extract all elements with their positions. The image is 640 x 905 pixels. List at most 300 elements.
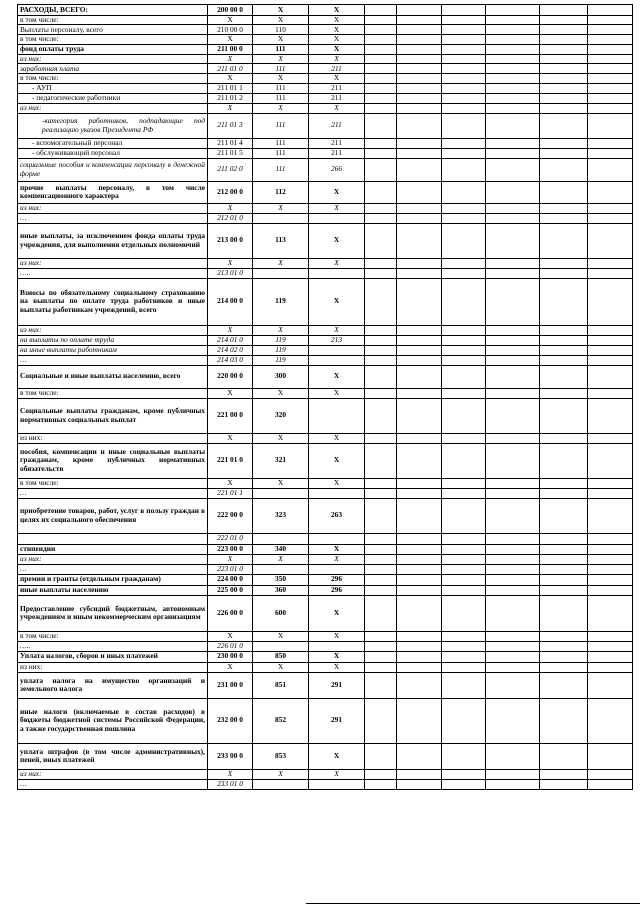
amount-cell [365,268,397,278]
row-name-cell: иные выплаты, за исключением фонда оплаты труда учреждения, для выполнения отдельных полномочий [18,223,208,258]
line-code-cell: X [208,388,253,398]
table-row [18,83,633,93]
amount-cell [365,103,397,113]
amount-cell [397,54,442,63]
amount-cell [365,574,397,585]
expense-code-cell: X [253,554,309,564]
amount-cell [365,443,397,478]
amount-cell [397,35,442,44]
amount-cell [588,64,633,74]
line-code-cell: 230 00 0 [208,651,253,662]
table-row [18,433,633,443]
amount-cell [365,769,397,779]
amount-cell [442,74,486,83]
amount-cell [486,488,540,498]
amount-cell [540,779,588,789]
amount-cell [540,5,588,16]
amount-cell [397,83,442,93]
amount-cell [540,335,588,345]
amount-cell [442,325,486,335]
row-name-cell: из них: [18,203,208,213]
amount-cell [540,443,588,478]
amount-cell [442,93,486,103]
amount-cell [540,278,588,325]
row-name-cell: на выплаты по оплате труда [18,335,208,345]
amount-cell [442,779,486,789]
amount-cell [588,355,633,365]
amount-cell [397,388,442,398]
amount-cell [588,498,633,533]
amount-cell [588,533,633,544]
amount-cell [540,498,588,533]
amount-cell [540,554,588,564]
amount-cell [540,54,588,63]
row-name-cell: ….. [18,641,208,651]
table-row [18,181,633,203]
amount-cell [540,388,588,398]
amount-cell [397,355,442,365]
amount-cell [397,631,442,641]
amount-cell [486,93,540,103]
amount-cell [588,443,633,478]
amount-cell [442,203,486,213]
amount-cell [540,113,588,138]
row-name-cell: пособия, компенсации и иные социальные выплаты гражданам, кроме публичных нормативных обязательств [18,443,208,478]
row-name-cell: из них: [18,258,208,268]
amount-cell [397,278,442,325]
table-row [18,138,633,148]
amount-cell [442,148,486,158]
amount-cell [442,365,486,388]
amount-cell [442,54,486,63]
kosgu-code-cell: X [309,25,365,35]
amount-cell [540,25,588,35]
kosgu-code-cell: 291 [309,672,365,698]
line-code-cell: 231 00 0 [208,672,253,698]
amount-cell [486,554,540,564]
amount-cell [397,433,442,443]
amount-cell [588,325,633,335]
row-name-cell: … [18,213,208,223]
amount-cell [486,698,540,743]
expense-code-cell: X [253,433,309,443]
kosgu-code-cell: 211 [309,93,365,103]
kosgu-code-cell: 296 [309,585,365,595]
amount-cell [588,651,633,662]
table-row [18,268,633,278]
amount-cell [365,181,397,203]
expense-code-cell: 111 [253,158,309,181]
amount-cell [486,335,540,345]
expense-code-cell: 360 [253,585,309,595]
amount-cell [397,181,442,203]
amount-cell [397,554,442,564]
amount-cell [540,641,588,651]
row-name-cell: на иные выплаты работникам [18,345,208,355]
row-name-cell: Уплата налогов, сборов и иных платежей [18,651,208,662]
table-row [18,25,633,35]
amount-cell [365,595,397,631]
amount-cell [540,398,588,433]
amount-cell [397,258,442,268]
amount-cell [486,278,540,325]
amount-cell [397,113,442,138]
amount-cell [588,769,633,779]
line-code-cell: 211 01 4 [208,138,253,148]
footer-rule [306,903,640,904]
kosgu-code-cell: 211 [309,138,365,148]
table-row [18,54,633,63]
amount-cell [486,779,540,789]
kosgu-code-cell: X [309,554,365,564]
line-code-cell: 221 01 0 [208,443,253,478]
amount-cell [588,103,633,113]
expense-code-cell: 111 [253,83,309,93]
table-row [18,64,633,74]
table-row [18,672,633,698]
amount-cell [588,213,633,223]
amount-cell [540,478,588,488]
amount-cell [365,93,397,103]
amount-cell [540,83,588,93]
expense-code-cell: 851 [253,672,309,698]
amount-cell [397,672,442,698]
row-name-cell: … [18,779,208,789]
line-code-cell: 214 01 0 [208,335,253,345]
row-name-cell: - обслуживающий персонал [18,148,208,158]
line-code-cell: 222 01 0 [208,533,253,544]
amount-cell [588,35,633,44]
expense-code-cell: 323 [253,498,309,533]
amount-cell [397,662,442,672]
line-code-cell: X [208,631,253,641]
line-code-cell: 233 01 0 [208,779,253,789]
kosgu-code-cell: 211 [309,83,365,93]
row-name-cell: в том числе: [18,74,208,83]
amount-cell [365,345,397,355]
kosgu-code-cell: X [309,743,365,769]
amount-cell [540,64,588,74]
line-code-cell: X [208,325,253,335]
row-name-cell: - педагогические работники [18,93,208,103]
amount-cell [486,16,540,25]
line-code-cell: 211 01 2 [208,93,253,103]
amount-cell [397,488,442,498]
amount-cell [442,769,486,779]
line-code-cell: X [208,16,253,25]
amount-cell [365,5,397,16]
amount-cell [442,433,486,443]
amount-cell [442,554,486,564]
row-name-cell: Предоставление субсидий бюджетным, автономным учреждениям и иным некоммерческим организациям [18,595,208,631]
line-code-cell: X [208,662,253,672]
row-name-cell: в том числе: [18,478,208,488]
kosgu-code-cell: X [309,278,365,325]
expense-code-cell: 119 [253,355,309,365]
amount-cell [540,148,588,158]
amount-cell [442,488,486,498]
expense-code-cell: X [253,769,309,779]
amount-cell [365,113,397,138]
amount-cell [365,488,397,498]
table-row [18,388,633,398]
amount-cell [588,662,633,672]
line-code-cell: 211 01 1 [208,83,253,93]
table-row [18,158,633,181]
line-code-cell: 214 02 0 [208,345,253,355]
line-code-cell: 221 00 0 [208,398,253,433]
amount-cell [486,574,540,585]
row-name-cell: из них: [18,103,208,113]
amount-cell [588,138,633,148]
kosgu-code-cell [309,779,365,789]
amount-cell [397,585,442,595]
amount-cell [365,478,397,488]
table-row [18,743,633,769]
amount-cell [540,585,588,595]
amount-cell [486,345,540,355]
kosgu-code-cell: X [309,544,365,554]
amount-cell [486,148,540,158]
amount-cell [486,595,540,631]
amount-cell [486,672,540,698]
expense-code-cell: 110 [253,25,309,35]
kosgu-code-cell [309,213,365,223]
line-code-cell: X [208,35,253,44]
kosgu-code-cell: 263 [309,498,365,533]
amount-cell [486,44,540,54]
amount-cell [365,651,397,662]
line-code-cell: X [208,203,253,213]
table-row [18,651,633,662]
line-code-cell: 224 00 0 [208,574,253,585]
amount-cell [588,16,633,25]
row-name-cell: приобретение товаров, работ, услуг в пользу граждан в целях их социального обеспечения [18,498,208,533]
amount-cell [486,223,540,258]
amount-cell [540,16,588,25]
amount-cell [397,478,442,488]
table-row [18,5,633,16]
amount-cell [397,345,442,355]
amount-cell [397,335,442,345]
table-row [18,203,633,213]
amount-cell [540,574,588,585]
amount-cell [397,743,442,769]
kosgu-code-cell: X [309,103,365,113]
amount-cell [540,672,588,698]
amount-cell [397,74,442,83]
amount-cell [442,641,486,651]
row-name-cell: … [18,355,208,365]
expense-code-cell: 300 [253,365,309,388]
amount-cell [397,44,442,54]
line-code-cell: 222 00 0 [208,498,253,533]
amount-cell [442,223,486,258]
amount-cell [486,35,540,44]
expense-code-cell: X [253,662,309,672]
amount-cell [442,651,486,662]
amount-cell [588,779,633,789]
amount-cell [397,223,442,258]
amount-cell [365,258,397,268]
line-code-cell: 211 00 0 [208,44,253,54]
table-row [18,488,633,498]
kosgu-code-cell: X [309,325,365,335]
kosgu-code-cell: 296 [309,574,365,585]
kosgu-code-cell: X [309,35,365,44]
amount-cell [540,258,588,268]
amount-cell [588,158,633,181]
amount-cell [486,54,540,63]
kosgu-code-cell: X [309,44,365,54]
amount-cell [397,544,442,554]
amount-cell [365,83,397,93]
table-row [18,662,633,672]
expense-code-cell: 119 [253,278,309,325]
row-name-cell: в том числе: [18,631,208,641]
kosgu-code-cell: X [309,203,365,213]
expense-code-cell: 111 [253,44,309,54]
amount-cell [442,113,486,138]
kosgu-code-cell: 211 [309,64,365,74]
table-row [18,103,633,113]
amount-cell [397,148,442,158]
expense-code-cell: X [253,16,309,25]
row-name-cell: стипендии [18,544,208,554]
row-name-cell: из них: [18,554,208,564]
amount-cell [442,585,486,595]
amount-cell [540,769,588,779]
line-code-cell: 220 00 0 [208,365,253,388]
table-row [18,585,633,595]
row-name-cell: прочие выплаты персоналу, в том числе компенсационного характера [18,181,208,203]
amount-cell [397,138,442,148]
amount-cell [486,64,540,74]
expense-code-cell [253,564,309,574]
amount-cell [442,662,486,672]
row-name-cell: в том числе: [18,35,208,44]
line-code-cell: 212 01 0 [208,213,253,223]
amount-cell [588,544,633,554]
line-code-cell: 212 00 0 [208,181,253,203]
amount-cell [442,388,486,398]
amount-cell [540,698,588,743]
row-name-cell: заработная плата [18,64,208,74]
amount-cell [486,158,540,181]
expense-code-cell: 321 [253,443,309,478]
amount-cell [365,148,397,158]
amount-cell [365,498,397,533]
amount-cell [588,554,633,564]
table-row [18,335,633,345]
amount-cell [540,103,588,113]
table-row [18,533,633,544]
table-row [18,443,633,478]
amount-cell [442,35,486,44]
expense-code-cell: X [253,54,309,63]
amount-cell [588,83,633,93]
amount-cell [365,433,397,443]
amount-cell [397,533,442,544]
table-row [18,258,633,268]
expense-code-cell [253,641,309,651]
amount-cell [442,345,486,355]
kosgu-code-cell: X [309,223,365,258]
amount-cell [397,213,442,223]
amount-cell [397,93,442,103]
table-row [18,595,633,631]
amount-cell [365,641,397,651]
row-name-cell: Социальные и иные выплаты населению, всего [18,365,208,388]
amount-cell [486,325,540,335]
row-name-cell: РАСХОДЫ, ВСЕГО: [18,5,208,16]
amount-cell [397,595,442,631]
row-name-cell: иные налоги (включаемые в состав расходов) в бюджеты бюджетной системы Российской Федерации, а также государственная пошлина [18,698,208,743]
amount-cell [442,83,486,93]
amount-cell [540,158,588,181]
amount-cell [365,16,397,25]
amount-cell [442,564,486,574]
kosgu-code-cell [309,533,365,544]
amount-cell [442,335,486,345]
kosgu-code-cell: X [309,388,365,398]
expense-code-cell: X [253,203,309,213]
expense-code-cell: X [253,103,309,113]
amount-cell [540,564,588,574]
amount-cell [486,103,540,113]
amount-cell [588,365,633,388]
amount-cell [365,325,397,335]
amount-cell [486,743,540,769]
row-name-cell: иные выплаты населению [18,585,208,595]
amount-cell [486,641,540,651]
kosgu-code-cell [309,641,365,651]
expense-code-cell [253,533,309,544]
line-code-cell: X [208,258,253,268]
amount-cell [588,25,633,35]
expense-code-cell: X [253,631,309,641]
amount-cell [442,533,486,544]
row-name-cell: Взносы по обязательному социальному страхованию на выплаты по оплате труда работников и иные выплаты работникам учреждений, всего [18,278,208,325]
expense-code-cell: X [253,35,309,44]
amount-cell [588,74,633,83]
amount-cell [588,335,633,345]
kosgu-code-cell: X [309,74,365,83]
row-name-cell: премии и гранты (отдельным гражданам) [18,574,208,585]
expense-code-cell: 600 [253,595,309,631]
kosgu-code-cell: 213 [309,335,365,345]
expense-code-cell: 112 [253,181,309,203]
expense-code-cell: 111 [253,113,309,138]
amount-cell [397,103,442,113]
row-name-cell: из них: [18,325,208,335]
table-row [18,113,633,138]
line-code-cell: 211 01 0 [208,64,253,74]
amount-cell [588,698,633,743]
kosgu-code-cell: X [309,651,365,662]
expense-code-cell: X [253,5,309,16]
expense-code-cell: X [253,388,309,398]
table-row [18,278,633,325]
amount-cell [486,138,540,148]
row-name-cell: из них: [18,54,208,63]
expense-code-cell: 852 [253,698,309,743]
row-name-cell: из них: [18,769,208,779]
kosgu-code-cell [309,488,365,498]
amount-cell [365,554,397,564]
table-row [18,544,633,554]
amount-cell [486,355,540,365]
